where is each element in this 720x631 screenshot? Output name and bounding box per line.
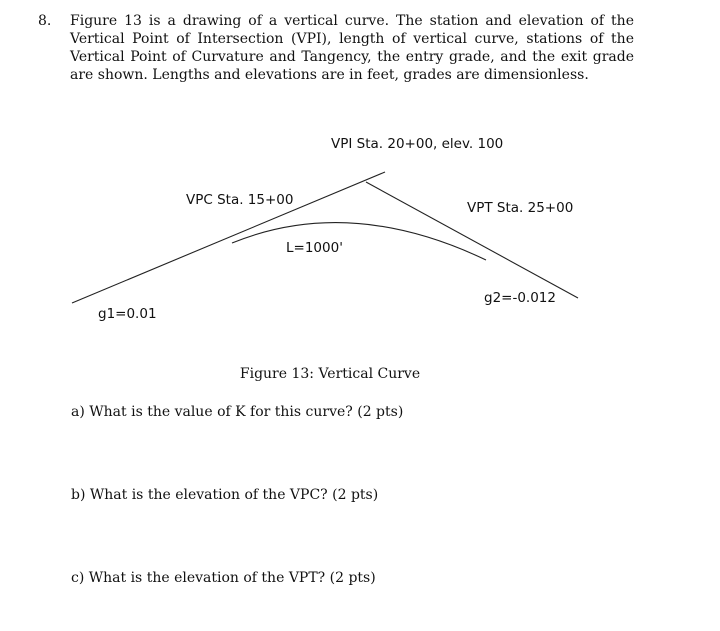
- entry-grade-label: g1=0.01: [98, 306, 157, 322]
- vpc-label: VPC Sta. 15+00: [186, 192, 294, 208]
- problem-number: 8.: [38, 13, 52, 29]
- question-a: a) What is the value of K for this curve? (2 pts): [71, 404, 404, 420]
- curve-length-label: L=1000': [286, 240, 343, 256]
- vertical-curve-path: [232, 223, 486, 260]
- problem-text: Figure 13 is a drawing of a vertical curve. The station and elevation of the Vertical Point of Intersection (VPI), length of vertical curve, stations of the Vertical Point of Curvature and Tangency, the entry grade, and the exit grade are shown. Lengths and elevations are in feet, grades are dimensionless.: [70, 13, 634, 83]
- figure-caption: Figure 13: Vertical Curve: [239, 366, 421, 382]
- question-c: c) What is the elevation of the VPT? (2 pts): [71, 570, 376, 586]
- vpt-label: VPT Sta. 25+00: [467, 200, 574, 216]
- vpi-label: VPI Sta. 20+00, elev. 100: [331, 136, 504, 152]
- exit-grade-label: g2=-0.012: [484, 290, 556, 306]
- question-b: b) What is the elevation of the VPC? (2 pts): [71, 487, 379, 503]
